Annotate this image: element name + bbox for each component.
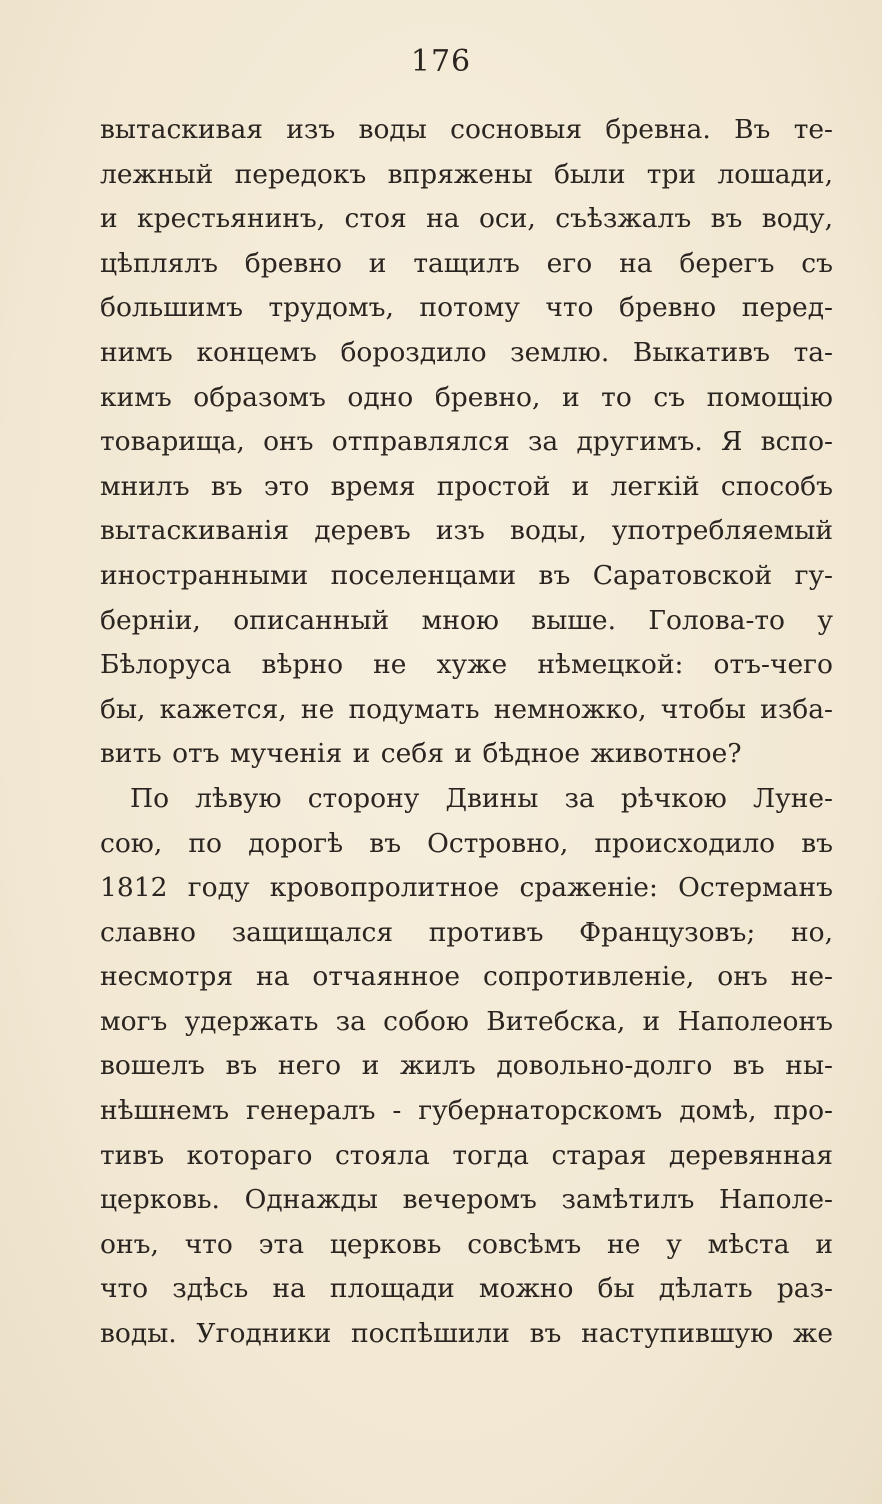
text-line: могъ удержать за собою Витебска, и Наполеонъ	[100, 1005, 833, 1037]
text-line: 1812 году кровопролитное сраженіе: Остерманъ	[100, 872, 833, 904]
text-line: вытаскиванія деревъ изъ воды, употребляемый	[100, 515, 833, 547]
text-line: товарища, онъ отправлялся за другимъ. Я вспо-	[100, 426, 833, 458]
text-line: церковь. Однажды вечеромъ замѣтилъ Наполе-	[100, 1184, 833, 1216]
text-line: вошелъ въ него и жилъ довольно-долго въ ны-	[100, 1050, 833, 1082]
text-line: воды. Угодники поспѣшили въ наступившую же	[100, 1318, 833, 1350]
text-line: лежный передокъ впряжены были три лошади,	[100, 158, 833, 190]
text-line: несмотря на отчаянное сопротивленіе, онъ не-	[100, 961, 833, 993]
text-line: кимъ образомъ одно бревно, и то съ помощію	[100, 381, 833, 413]
text-line: онъ, что эта церковь совсѣмъ не у мѣста и	[100, 1228, 833, 1260]
text-line: мнилъ въ это время простой и легкій способъ	[100, 470, 833, 502]
text-line: иностранными поселенцами въ Саратовской гу-	[100, 559, 833, 591]
text-line: и крестьянинъ, стоя на оси, съѣзжалъ въ воду,	[100, 203, 833, 235]
text-line: Бѣлоруса вѣрно не хуже нѣмецкой: отъ-чего	[100, 649, 833, 681]
page-number: 176	[410, 44, 472, 79]
text-line: бы, кажется, не подумать немножко, чтобы изба-	[100, 693, 833, 725]
text-line: цѣплялъ бревно и тащилъ его на берегъ съ	[100, 247, 833, 279]
text-line: славно защищался противъ Французовъ; но,	[100, 916, 833, 948]
text-line: что здѣсь на площади можно бы дѣлать раз-	[100, 1273, 833, 1305]
text-line: нимъ концемъ бороздило землю. Выкативъ та-	[100, 336, 833, 368]
text-line-paragraph-start: По лѣвую сторону Двины за рѣчкою Луне-	[130, 782, 833, 814]
text-line-paragraph-end: вить отъ мученія и себя и бѣдное животное?	[100, 738, 742, 770]
text-line: берніи, описанный мною выше. Голова-то у	[100, 604, 833, 636]
body-text	[100, 108, 833, 1357]
text-line: вытаскивая изъ воды сосновыя бревна. Въ те-	[100, 114, 833, 145]
text-line: тивъ котораго стояла тогда старая деревянная	[100, 1139, 833, 1171]
text-line: нѣшнемъ генералъ - губернаторскомъ домѣ, про-	[100, 1095, 833, 1127]
text-line: сою, по дорогѣ въ Островно, происходило въ	[100, 827, 833, 859]
text-line: большимъ трудомъ, потому что бревно перед-	[100, 292, 833, 324]
